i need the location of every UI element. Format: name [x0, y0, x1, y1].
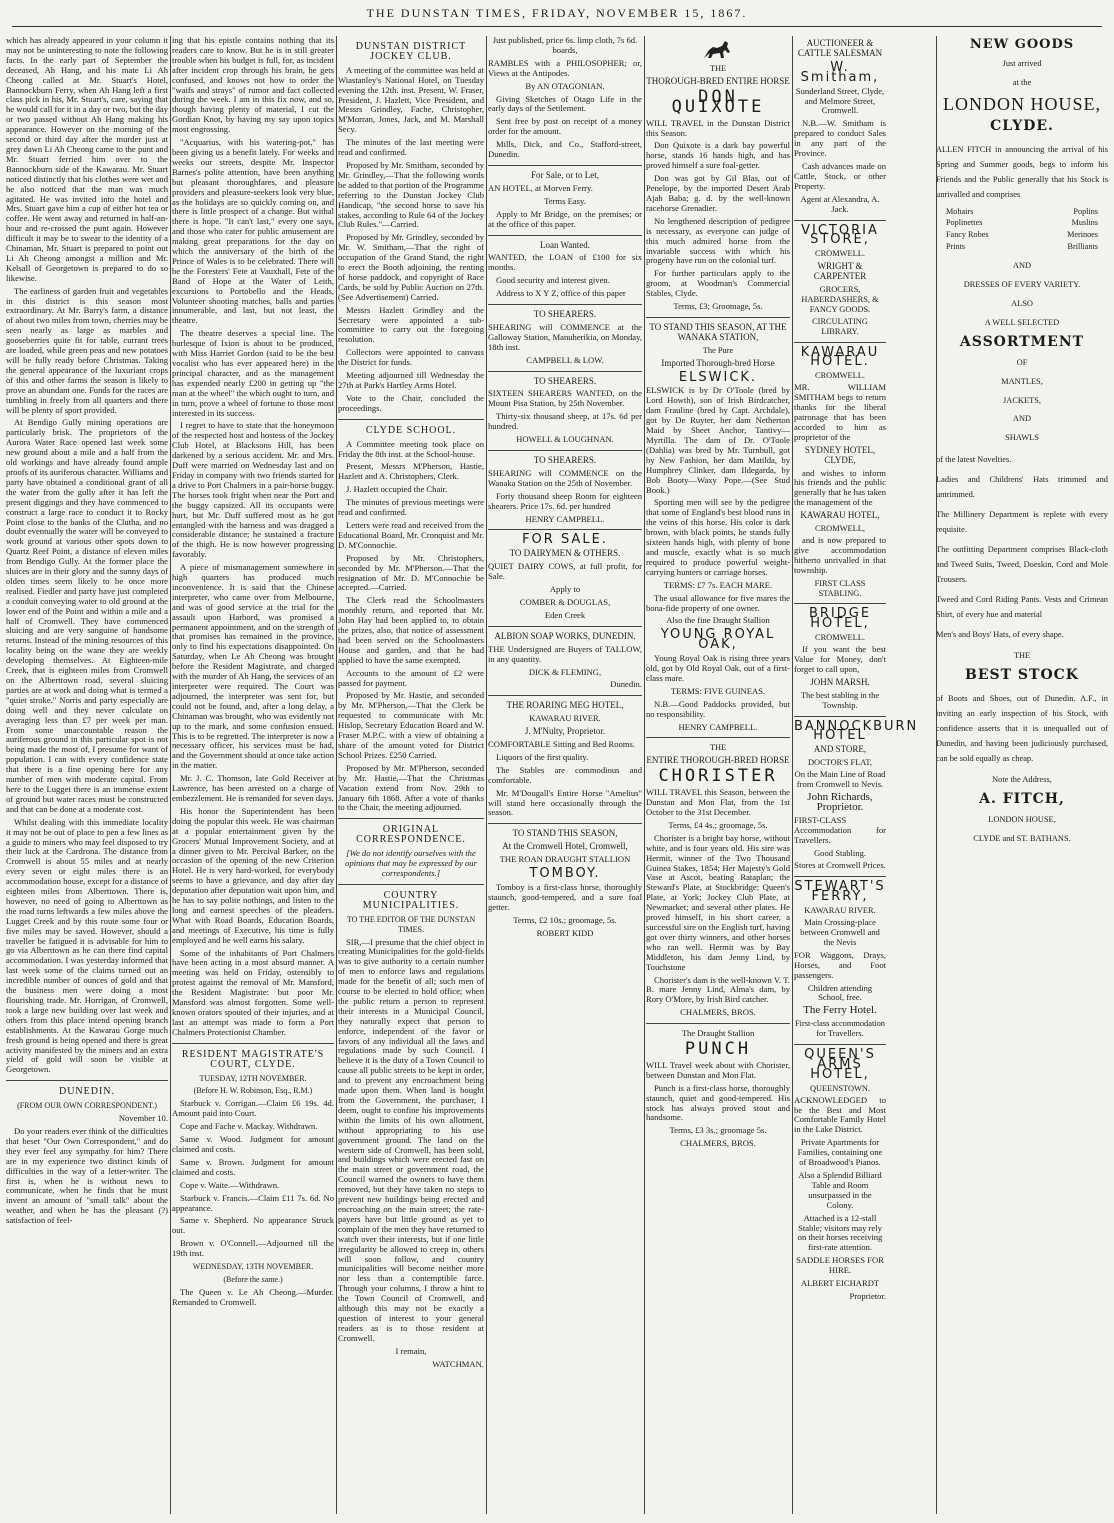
- horse-name: PUNCH: [684, 1039, 752, 1060]
- goods-list: [936, 207, 1108, 253]
- goods-row: [946, 230, 1098, 240]
- article-paragraph: The theatre deserves a special line. The burlesque of Ixion is about to be produced, with Miss Harriet Gordon (said to be the best vocalist who has ever appeared here) in the principal character, and as the management has expended nearly £200 in getting up "the man at the wheel" the which ought to turn, and in turn, prove a wheel of fortune to those most interested in its success.: [172, 328, 334, 418]
- ad-line: WILL TRAVEL in the Dunstan District this Season.: [646, 117, 790, 138]
- ad-line: Private Apartments for Families, containing one of Broadwood's Pianos.: [797, 1137, 883, 1168]
- ad-line: The usual allowance for five mares the bona-fide property of one owner.: [646, 592, 790, 613]
- article-paragraph: Vote to the Chair, concluded the proceedings.: [338, 392, 484, 413]
- ad-line: Terms Easy.: [544, 195, 586, 206]
- ad-line: No lengthened description of pedigree is necessary, as everyone can judge of this much admired horse from the invariable success with which his progeny have run on the colonial turf.: [646, 215, 790, 266]
- ad-signature: ROBERT KIDD: [536, 927, 594, 938]
- ad-signature: CHALMERS, BROS.: [680, 1007, 756, 1018]
- goods-item: Merinoes: [1067, 230, 1098, 240]
- article-paragraph: Proposed by Mr. Hastie, and seconded by Mr. M'Pherson,—That the Clerk be requested to communicate with Mr. Hislop, Secretary Education Board and W. Fraser M.P.C. with a view of obtaining a share of the amount voted for District School Prizes. £250 Carried.: [338, 690, 484, 760]
- ad-line: Address to X Y Z, office of this paper: [496, 288, 626, 299]
- ad-rule: [646, 1023, 790, 1024]
- column-divider: [170, 36, 171, 1514]
- article-paragraph: Collectors were appointed to canvass the District for funds.: [338, 347, 484, 368]
- ad-line: RAMBLES with a PHILOSOPHER; or, Views at the Antipodes.: [488, 57, 642, 78]
- article-paragraph: Proposed by Mr. Smitham, seconded by Mr. Grindley,—That the following words be added to that portion of the Programme referring to the Dunstan Jockey Club Handicap, "the second horse to save his stakes, according to Rule 64 of the Jockey Club Rules."—Carried.: [338, 159, 484, 230]
- section-heading: CLYDE SCHOOL.: [365, 424, 457, 436]
- ad-line: Liquors of the first quality.: [496, 751, 589, 762]
- article-paragraph: Present, Messrs M'Pherson, Hastie, Hazlett and A. Christophers, Clerk.: [338, 461, 484, 482]
- ad-rule: [646, 317, 790, 318]
- ad-line: ELSWICK is by Dr O'Toole (bred by Lord Howth), son of Irish Birdcatcher, dam Frauline (bred by Capt. Archdale), got by De Ruyter, her dam Netherton Maid by Sheet Anchor, Tantivy—Myrtilla. The dam of Dr. O'Toole (Dahlia) was bred by Mr. Turnbull, got by New Fashion, her dam Matilda, by Humphrey Clinker, dam Ildegarda, by Bob Booty—Waxy Pope.—(See Stud Book.): [646, 385, 790, 495]
- ad-heading: VICTORIA STORE,: [801, 222, 879, 248]
- ad-line: The Pure: [702, 345, 734, 355]
- ad-line: Sporting men will see by the pedigree that some of England's best blood runs in the veins of this horse. His color is dark brown, with black points, he stands fully sixteen hands high, with plenty of bone and muscle, exactly what is so much required to produce powerful weight-carrying hunters or carriage horses.: [646, 497, 790, 577]
- article-paragraph: A piece of mismanagement somewhere in high quarters has produced much inconvenience. It is said that the Chinese interpreter, who came over from Melbourne, and was of good service at the trial for the assault upon Harbord, was promised a permanent appointment, and on the strength of that promises has remained in the province, only to find his expectations disappointed. On Saturday, when Le Ah Cheong was brought before the Resident Magistrate, and charged with the murder of Ah Hang, the services of an interpreter were required. The Court was adjourned, the interpreter was sent for, but could not be found, and, after a long delay, a Chinaman was brought, who was evidently not up to the mark, and some confusion ensued. This is to be regretted. The interpreter is now a necessary officer, his services must be had, and the Government should at once take action in the matter.: [172, 562, 334, 771]
- column-6: [794, 36, 919, 1516]
- article-paragraph: "Acquarius, with his watering-pot," has been giving us a benefit lately. For weeks and weeks our streets, despite Mr. Inspector Barnes's polite attention, have been anything but pleasant thoroughfares, and pleasure providers and pleasure-seekers look very blue, as the holidays are so quickly coming on, and there is little prospect of a change. But withal there is hope. "It can't last," every one says, and those who cater for public amusement are making great preparations for the day on which the anniversary of the birth of the Prince of Wales is to be celebrated. There will be the Foresters' Fete at Vauxhall, Fete of the Band of Hope at the Water of Leith, excursions to Portobello and the Heads, Volunteer shooting matches, balls and parties innumerable, and last, but not least, the theatre.: [172, 137, 334, 326]
- ad-line: Apply to: [549, 584, 581, 595]
- ad-subheading: CROMWELL.: [814, 633, 865, 643]
- court-case: Same v. Brown. Judgment for amount claimed and costs.: [172, 1156, 334, 1177]
- article-paragraph: Accounts to the amount of £2 were passed for payment.: [338, 667, 484, 688]
- letter-closing: I remain,: [395, 1345, 427, 1356]
- ad-line: For further particulars apply to the groom, at Woodman's Commercial Stables, Clyde.: [646, 268, 790, 299]
- ad-name: WRIGHT & CARPENTER: [813, 261, 867, 282]
- ad-line: Young Royal Oak is rising three years old, got by Old Royal Oak, out of a first-class mare.: [646, 653, 790, 683]
- ad-rule: [488, 626, 642, 627]
- section-rule: [172, 1043, 334, 1044]
- court-case: Starbuck v. Corrigan.—Claim £6 19s. 4d. Amount paid into Court.: [172, 1098, 334, 1119]
- ad-line: CIRCULATING LIBRARY.: [812, 316, 868, 336]
- ad-line: Dunedin.: [610, 679, 642, 690]
- ad-terms: Terms, £4 4s.; groomage, 5s.: [668, 819, 768, 830]
- ad-line: The outfitting Department comprises Black-cloth and Tweed Suits, Tweed, Doeskin, Cord and Mole Trousers.: [936, 545, 1108, 585]
- column-1: [6, 36, 168, 1516]
- article-paragraph: Mr. J. C. Thomson, late Gold Receiver at Lawrence, has been arrested on a charge of embezzlement. He is remanded for seven days.: [172, 773, 334, 803]
- masthead: [0, 0, 1114, 34]
- article-paragraph: I regret to have to state that the honeymoon of the respected host and hostess of the Jockey Club Hotel, at Blacksons Hill, has been darkened by a serious accident. Mr. and Mrs. Duff were married on Wednesday last and on Friday in company with two friends started for a drive to Port Chalmers in a pair-horse buggy. The horses took fright when near the Port and the buggy capsized. All its occupants were hurt, but Mr. Duff suffered most as he got entangled with the harness and was dragged a considerable distance; he sustained a fracture of the thigh. He is now however progressing favorably.: [172, 420, 334, 560]
- ad-line: Just published, price 6s. limp cloth, 7s 6d. boards,: [492, 35, 638, 55]
- ad-line: Giving Sketches of Otago Life in the early days of the Settlement.: [488, 93, 642, 114]
- best-stock-heading: BEST STOCK: [965, 667, 1079, 684]
- ad-subheading: AND STORE,: [813, 744, 867, 755]
- ad-heading: BANNOCKBURN HOTEL: [794, 718, 919, 744]
- ad-line: Don was got by Gil Blas, out of Penelope, by the imported Desert Arab Ajah Baba; g. d. by the well-known racehorse Grenadier.: [646, 173, 790, 213]
- ad-line: First-class accommodation for Travellers.: [794, 1019, 885, 1039]
- ad-name: W. Smitham,: [800, 59, 880, 85]
- ad-line: Punch is a first-class horse, thoroughly staunch, quiet and good-tempered. His stock has always proved stout and handsome.: [646, 1082, 790, 1123]
- ad-heading: ENTIRE THOROUGH-BRED HORSE: [646, 755, 790, 766]
- court-case: Same v. Wood. Judgment for amount claimed and costs.: [172, 1134, 334, 1154]
- ad-line: WILL Travel week about with Chorister, between Dunstan and Mon Flat.: [646, 1059, 790, 1080]
- ad-line: FOR Waggons, Drays, Horses, and Foot passengers.: [794, 949, 886, 980]
- ad-line: The Stables are commodious and comfortable.: [488, 764, 642, 785]
- ad-signature: CHALMERS, BROS.: [680, 1138, 756, 1149]
- ad-rule: [488, 304, 642, 305]
- ad-rule: [794, 1044, 886, 1045]
- ad-terms: Terms, £3; Groomage, 5s.: [673, 301, 763, 312]
- ad-line: WILL TRAVEL this Season, between the Dunstan and Mon Flat, from the 1st October to the 31st December.: [646, 787, 790, 817]
- goods-item: Fancy Robes: [946, 230, 989, 240]
- section-heading: RESIDENT MAGISTRATE'S COURT, CLYDE.: [181, 1048, 325, 1070]
- article-paragraph: A Committee meeting took place on Friday the 8th inst. at the School-house.: [338, 438, 484, 459]
- ad-line: AND: [1012, 414, 1032, 424]
- court-date: WEDNESDAY, 13TH NOVEMBER.: [192, 1262, 314, 1272]
- ad-line: Chorister is a bright bay horse, without white, and is four years old. His sire was Hermit, winner of the Two Thousand Guinea Stakes, 1854; Her Majesty's Gold Vase at Ascot, beating Rataplan; the Steward's Plate, at Stockbridge; Queen's Plate, at York; Jockey Club Plate, at Newmarket; and several other plates. He proved himself, in his short career, a successful sire on the English turf, having got over thirty winners, and other horses who ran well. Hermit was by Bay Middleton, his dam Jenny Lind, by Touchstone: [646, 832, 790, 972]
- article-paragraph: Letters were read and received from the Educational Board, Mr. Cronquist and Mr. D. M'Connochie.: [338, 519, 484, 550]
- ad-heading: DRESSES OF EVERY VARIETY.: [963, 280, 1081, 290]
- section-heading: COUNTRY MUNICIPALITIES.: [362, 889, 460, 911]
- goods-item: Muslins: [1071, 218, 1098, 228]
- ad-line: JACKETS,: [1003, 395, 1041, 405]
- court-case: Brown v. O'Connell.—Adjourned till the 19th inst.: [172, 1238, 334, 1259]
- ad-rule: [794, 876, 886, 877]
- ad-name: John Richards, Proprietor.: [807, 791, 873, 813]
- column-divider: [792, 36, 793, 1514]
- article-paragraph: which has already appeared in your column it may not be uninteresting to note the following facts. In the early part of September the deceased, Ah Hang, and his mate Li Ah Cheong called at Mr. Stuart's Hotel, Bannockburn Ferry, when Ah Hang left a first class pick in his, Mr. Stuart's, care, saying that he would call for it in a day or two, but the day or two passed without Ah Hang making his appearance. However on the morning of the second or third day after the murder just at grey dawn Li Ah Cheong came to the punt and Mr. Stuart ferried him over to the Bannockburn side of the Kawarau. Mr. Stuart noticed distinctly that his clothes were wet and he also noticed that the man was much agitated. He was invited into the hotel and Mrs. Stuart gave him a cup of either hot tea or coffee. He went away and returned in half-an-hour and re-crossed the punt again. However difficult it may be to swear to the identity of a Chinaman, Mr. Stuart is prepared to point out Li Ah Cheong amongst a million and Mr. Kelsall of Georgetown is prepared to do so likewise.: [6, 35, 168, 283]
- section-rule: [338, 419, 484, 420]
- shop-name: LONDON HOUSE,: [943, 93, 1101, 114]
- ad-line: and is now prepared to give accommodation hitherto unrivalled in that township.: [794, 534, 886, 575]
- goods-item: Poplinettes: [946, 218, 983, 228]
- ad-heading: THOROUGH-BRED ENTIRE HORSE: [646, 75, 790, 86]
- ad-line: Mr. M'Dougall's Entire Horse "Amelius" will stand here occasionally through the season.: [488, 787, 642, 818]
- ad-line: On the Main Line of Road from Cromwell to Nevis.: [794, 769, 886, 790]
- goods-item: Brilliants: [1067, 242, 1098, 252]
- ad-subheading: CROMWELL.: [814, 249, 865, 259]
- ad-line: Don Quixote is a dark bay powerful horse, stands 16 hands high, and has proved himself a sure foal-getter.: [646, 140, 790, 171]
- ad-line: Good security and interest given.: [496, 275, 610, 286]
- ad-line: The best stabling in the Township.: [800, 690, 880, 710]
- ad-line: Also a Splendid Billiard Table and Room unsurpassed in the Colony.: [798, 1170, 882, 1210]
- ad-terms: Terms, £3 3s.; groomage 5s.: [669, 1125, 767, 1136]
- ad-line: Men's and Boys' Hats, of every shape.: [936, 630, 1064, 640]
- ad-line: FIRST CLASS STABLING.: [814, 578, 866, 598]
- letter-signature: WATCHMAN.: [432, 1358, 484, 1369]
- ad-line: Note the Address,: [992, 775, 1052, 785]
- ad-subheading: CROMWELL,: [814, 524, 865, 534]
- ad-rule: [488, 450, 642, 451]
- ad-heading: TO SHEARERS.: [533, 455, 597, 465]
- ad-line: Proprietor.: [849, 1290, 886, 1301]
- ad-line: WANTED, the LOAN of £100 for six months.: [488, 252, 642, 273]
- ad-address: CLYDE and ST. BATHANS.: [973, 833, 1071, 843]
- ad-signature: HENRY CAMPBELL.: [678, 721, 758, 732]
- ad-line: Forty thousand sheep Room for eighteen shearers. Price 17s. 6d. per hundred: [488, 490, 642, 511]
- article-paragraph: Proposed by Mr. Grindley, seconded by Mr. W. Smitham,—That the right of occupation of the Grand Stand, the right to erect the Booth adjoining, the renting of horse paddock, and copyright of Race Cards, be sold by Public Auction on 27th. (See Advertisement) Carried.: [338, 232, 484, 302]
- ad-heading: For Sale, or to Let,: [531, 169, 599, 180]
- section-heading: ORIGINAL CORRESPONDENCE.: [356, 824, 466, 846]
- article-paragraph: His honor the Superintendent has been doing the popular this week. He was chairman at a popular entertainment given by the Grocers' Mutual Improvement Society, and at a dinner given to Mr. Percival Barker, on the occasion of the opening of the new Criterion Hotel. He is very hard-worked, for everybody seems to have a grievance, and day after day deputation after deputation wait upon him, and he has to say polite nothings, and listen to the long and earnest speeches of the pleaders. What with Road Boards, Education Boards, and meetings of Executive, his time is fully employed and he well earns his salary.: [172, 805, 334, 945]
- ad-line: Mills, Dick, and Co., Stafford-street, Dunedin.: [488, 139, 642, 160]
- ad-subheading: Imported Thorough-bred Horse: [661, 357, 775, 368]
- article-paragraph: Proposed by Mr. M'Pherson, seconded by Mr. Hastie,—That the Christmas Vacation extend from Nov. 29th to January 6th 1868. After a vote of thanks to the Chair, the meeting adjourned.: [338, 762, 484, 813]
- ad-line: N.B.—Good Paddocks provided, but no responsibility.: [646, 698, 790, 719]
- court-before: (Before the same.): [223, 1274, 283, 1284]
- ad-subheading: KAWARAU RIVER.: [804, 906, 876, 916]
- ad-line: THE: [1013, 651, 1031, 661]
- ad-line: of the latest Novelties.: [936, 455, 1012, 465]
- ad-line: SADDLE HORSES FOR HIRE.: [796, 1255, 884, 1276]
- masthead-rule: [12, 26, 1102, 27]
- column-3: [338, 36, 484, 1516]
- ad-line: Cash advances made on Cattle, Stock, or other Property.: [794, 160, 886, 191]
- ad-heading: FOR SALE.: [522, 532, 608, 548]
- ad-line: AN HOTEL, at Morven Ferry.: [488, 182, 593, 193]
- ad-line: FIRST-CLASS Accommodation for Travellers.: [794, 814, 886, 845]
- ad-rule: [646, 737, 790, 738]
- court-case: The Queen v. Le Ah Cheong.—Murder. Remanded to Cromwell.: [172, 1286, 334, 1307]
- ad-line: Attached is a 12-stall Stable; visitors may rely on their horses receiving first-rate attention.: [797, 1212, 883, 1253]
- article-paragraph: Whilst dealing with this immediate locality it may not be out of place to pen a few lines as a guide to miners who may feel disposed to try their luck at the Cardrona. The distance from Cromwell is about 55 miles and at nearly every seven or eight miles there is an accommodation house, except for a distance of eighteen miles from Alberttown. There is, however, no need of going to Alberttown as the road turns leftwards a few miles above the Lugget Creek and by this route some four or five miles may be saved. However, should a traveller be fatigued it is advisable for him to go via Alberttown as he can there find capital accommodation. I was yesterday informed that last week some of the claims turned out an incredible number of ounces of gold and that the business men were doing a most flourishing trade. Mr. Horrigan, of Cromwell, took a large new building over last week and others from this place intend opening branch establishments. At the Kawarau Gorge much fresh ground is being opened and there is great activity manifested by the miners and an extra yield of gold will soon be visible at Georgetown.: [6, 816, 168, 1075]
- article-paragraph: At Bendigo Gully mining operations are particularly brisk. The proprietors of the Aurora Water Race opened last week some new ground about a mile and a half from the old workings and have already found ample proofs of its auriferous character. Williams and party have obtained a conditional grant of all the water from the gully after it has left the present diggings and they have commenced to construct a large race to conduct it to Rocky Point close to the banks of the Clutha, and no doubt eventually the water will be conveyed to work ground at various other spots down to Quartz Reef Point, a distance of eleven miles from Bendigo Gully. At the former place the sluices are in their glory and the sunny days of olden times seem likely to be once more realised. Fiedler and party have just completed a conduit conveying water to old ground at the lower end of the Point and within a mile and a half of Cromwell. They have commenced sluicing and are very sanguine of handsome returns. Instead of the mining resources of this locality being on the wane they are weekly developing themselves. At Eighteen-mile Creek, that is eighteen miles from Cromwell on the Alberttown road, several sluicing parties are at work and doing what is termed a "quiet stroke." Norris and party especially are doing well and they never calculate on averaging less than £7 per week per man. From some unaccountable reason the auriferous ground in this particular spot is not being made the most of, I presume for want of population. I can with every confidence state that there is a fine opening here for any number of men with moderate capital. From here to the Lugget there is an immense extent of ground but water races must be constructed and that can be done at a moderate cost.: [6, 417, 168, 814]
- ad-line: at the: [1012, 77, 1032, 87]
- ad-rule: [488, 823, 642, 824]
- ad-rule: [794, 220, 886, 221]
- court-before: (Before H. W. Robinson, Esq., R.M.): [193, 1086, 313, 1096]
- court-date: TUESDAY, 12TH NOVEMBER.: [199, 1073, 307, 1083]
- ad-line: Sent free by post on receipt of a money order for the amount.: [488, 116, 642, 137]
- article-paragraph: Messrs Hazlett Grindley and the Secretary were appointed a sub-committee to carry out the foregoing resolution.: [338, 304, 484, 345]
- ad-line: ALSO: [1011, 298, 1033, 308]
- article-paragraph: Some of the inhabitants of Port Chalmers have been acting in a most absurd manner. A meeting was held on Friday, ostensibly to protest against the removal of Mr. Mansford, the Resident Magistrate: but poor Mr. Mansford was almost forgotten. Some well-known orators spouted of their injuries, and at last an attempt was made to form a Port Chalmers Protectionist Chamber.: [172, 947, 334, 1037]
- ad-line: ACKNOWLEDGED to be the Best and Most Comfortable Family Hotel in the Lake District.: [794, 1094, 886, 1135]
- ad-line: Tomboy is a first-class horse, thoroughly staunch, good-tempered, and a sure foal getter.: [488, 882, 642, 912]
- ad-line: Apply to Mr Bridge, on the premises; or at the office of this paper.: [488, 208, 642, 229]
- ad-line: Ladies and Childrens' Hats trimmed and untrimmed.: [936, 475, 1108, 500]
- ad-intro: ALLEN FITCH in announcing the arrival of his Spring and Summer goods, begs to inform his Friends and the Public generally that his Stock is unrivalled and comprises: [936, 144, 1108, 199]
- ad-heading: THE ROARING MEG HOTEL,: [506, 700, 624, 711]
- goods-row: [946, 218, 1098, 228]
- ad-rule: [488, 529, 642, 530]
- section-subheading: (FROM OUR OWN CORRESPONDENT.): [17, 1101, 157, 1111]
- horse-name: YOUNG ROYAL OAK,: [660, 627, 776, 653]
- ad-line: and wishes to inform his friends and the public generally that he has taken the management of the: [794, 467, 886, 508]
- court-case: Same v. Shepherd. No appearance Struck out.: [172, 1215, 334, 1236]
- article-paragraph: J. Hazlett occupied the Chair.: [346, 484, 448, 495]
- column-4: [488, 36, 642, 1516]
- article-paragraph: ing that his epistle contains nothing that its readers care to know. But he is in still greater trouble when his budget is full, for, as incident after incident crop through his brain, he gets confused, and knows not how to order the "waifs and strays" of rumor and fact collected during the week. I am in this fix now, and so, though having plenty of material, I cut the Gordian Knot, by having my say upon topics most engrossing.: [172, 35, 334, 135]
- ad-heading: TO STAND THIS SEASON, AT THE WANAKA STATION,: [649, 321, 787, 342]
- assortment-heading: ASSORTMENT: [959, 333, 1085, 350]
- goods-item: Prints: [946, 242, 966, 252]
- ad-line: Good Stabling.: [813, 847, 867, 858]
- ad-line: OF: [1016, 357, 1028, 367]
- article-paragraph: The minutes of previous meetings were read and confirmed.: [338, 497, 484, 518]
- letter-address: TO THE EDITOR OF THE DUNSTAN TIMES.: [346, 914, 476, 934]
- column-7: [936, 36, 1108, 1516]
- ad-rule: [488, 695, 642, 696]
- article-paragraph: A meeting of the committee was held at Wiastanley's National Hotel, on Tuesday evening the 12th. inst. Present, W. Fraser, President, J. Hazlett, Vice President, and Messrs Grindley, Fache, Christopher, M'Morran, Jones, Jack, and M. Marshall Secy.: [338, 64, 484, 135]
- ad-line: Stores at Cromwell Prices.: [794, 860, 886, 871]
- ad-line: Chorister's dam is the well-known V. T. B. mare Jenny Lind, Alma's dam, by Rory O'More, by Irish Bird catcher.: [646, 974, 790, 1005]
- ad-line: Children attending School, free.: [807, 982, 873, 1003]
- horse-name: TOMBOY.: [529, 866, 601, 882]
- ad-line: THE ROAN DRAUGHT STALLION: [499, 854, 631, 865]
- ad-line: Agent at Alexandra, A. Jack.: [800, 193, 880, 214]
- ad-subheading: TO DAIRYMEN & OTHERS.: [509, 548, 621, 559]
- ad-subheading: KAWARAU RIVER.: [529, 714, 601, 724]
- shop-town: CLYDE.: [990, 117, 1054, 134]
- article-paragraph: The earliness of garden fruit and vegetables in this district is this season most extraordinary. At Mr. Barry's farm, a distance of about two miles from town, cherries may be seen nearly as large as marbles and gooseberries quite fit for table, currant trees are loaded, while green peas and new potatoes will be fully ready before Christmas. Taking the general appearance of the luxuriant crops of this and other farms the season is likely to prove an abundant one. Funds for the races are tumbling in freely from all quarters and there will be plenty of sport provided.: [6, 285, 168, 415]
- column-divider: [936, 36, 937, 1514]
- ad-rule: [488, 235, 642, 236]
- ad-line: The Draught Stallion: [681, 1028, 755, 1039]
- ad-subheading: CROMWELL.: [814, 371, 865, 381]
- editorial-note: [We do not identify ourselves with the opinions that may be expressed by our correspondents.]: [345, 848, 477, 878]
- ad-line: LONDON HOUSE,: [988, 814, 1056, 824]
- ad-line: THE: [709, 743, 727, 753]
- ad-rule: [488, 371, 642, 372]
- section-rule: [338, 818, 484, 819]
- column-5: [646, 36, 790, 1516]
- letter-body: SIR,—I presume that the chief object in creating Municipalities for the gold-fields was to give authority to a certain number of men to enforce laws and regulations made for the benefit of all; such men of course to be elected to hold office; when the public return a person to represent their interests in a Municipal Council, they naturally expect that person to enforce, independent of the favor or favors of any individual all the laws and regulations made by such Council. I believe it is the duty of a Town Council to cause all public streets to be kept in order, and to prevent any encroachment being made upon them. When land is bought from the Government, the purchaser, I deem, ought to confine his improvements within the limits of his own allotment, without appropriating to his use government ground. The land on the western side of Cromwell, has been sold, and buildings which were erected fast on the main street or government road, the Council warned the owners to have them removed, but they have taken no steps to prevent new buildings being erected and encroaching on the main street; the rate-payers have but little ground as yet to complain of the men they have returned to watch over their interests, but if one little irregularity be allowed to creep in, others will soon follow, and country municipalities will become neither more nor less than a contemptible farce. Through your columns, I throw a hint to the Town Council of Cromwell, and although this may not be exactly a question of interest to your general readers as is to those resident at Cromwell.: [338, 936, 484, 1343]
- court-case: Starbuck v. Francis.—Claim £11 7s. 6d. No appearance.: [172, 1192, 334, 1213]
- column-divider: [336, 36, 337, 1514]
- ad-heading: TO SHEARERS.: [533, 375, 597, 386]
- ad-line: Just arrived: [1002, 58, 1042, 68]
- ad-line: N.B.—W. Smitham is prepared to conduct Sales in any part of the Province.: [794, 118, 886, 159]
- court-case: Cope and Fache v. Mackay. Withdrawn.: [180, 1121, 318, 1132]
- column-divider: [486, 36, 487, 1514]
- article-paragraph: Meeting adjourned till Wednesday the 27th at Park's Hartley Arms Hotel.: [338, 370, 484, 390]
- ad-line: Also the fine Draught Stallion: [666, 615, 770, 626]
- ad-heading: QUEEN'S ARMS HOTEL,: [804, 1047, 876, 1082]
- ad-subheading: At the Cromwell Hotel, Cromwell,: [502, 841, 628, 852]
- goods-item: Mohairs: [946, 206, 974, 216]
- ad-heading: A WELL SELECTED: [984, 317, 1060, 327]
- ad-line: SHEARING will COMMENCE at the Galloway Station, Manuherikia, on Monday, 18th inst.: [488, 321, 642, 352]
- ad-signature: CAMPBELL & LOW.: [526, 354, 604, 365]
- ad-rule: [794, 716, 886, 717]
- horse-icon: [646, 38, 790, 62]
- horse-name: CHORISTER: [658, 766, 778, 787]
- ad-line: AND: [1012, 261, 1032, 271]
- fitch-name: A. FITCH,: [979, 790, 1065, 807]
- ad-name: The Ferry Hotel.: [803, 1004, 877, 1017]
- ad-rule: [794, 342, 886, 343]
- horse-name: ELSWICK.: [678, 369, 758, 385]
- ad-line: By AN OTAGONIAN.: [525, 80, 605, 91]
- goods-item: Poplins: [1073, 206, 1098, 216]
- masthead-title: THE DUNSTAN TIMES, FRIDAY, NOVEMBER 15, 1867.: [366, 6, 748, 20]
- ad-heading: TO STAND THIS SEASON,: [512, 828, 618, 839]
- court-case: Cope v. Waite.—Withdrawn.: [180, 1179, 280, 1190]
- ad-heading: STEWART'S FERRY,: [794, 879, 886, 905]
- ad-proprietor: J. M'Nulty, Proprietor.: [524, 726, 606, 737]
- ad-line: Eden Creek: [544, 609, 586, 620]
- ad-line: GROCERS, HABERDASHERS, & FANCY GOODS.: [801, 285, 879, 314]
- ad-signature: ALBERT EICHARDT: [800, 1278, 880, 1289]
- ad-heading: AUCTIONEER & CATTLE SALESMAN: [797, 38, 883, 58]
- ad-heading: TO SHEARERS.: [533, 309, 597, 320]
- article-paragraph: The Clerk read the Schoolmasters monthly return, and reported that Mr. John Hay had been applied to, to obtain the prizes, also, that notice of assessment had been served on the Schoolmasters House and garden, and that he had applied to have the same exempted.: [338, 595, 484, 665]
- horse-name: DON QUIXOTE: [671, 86, 765, 117]
- ad-line: The Millinery Department is replete with every requisite.: [936, 510, 1108, 535]
- ad-line: COMBER & DOUGLAS,: [519, 596, 611, 607]
- ad-rule: [488, 165, 642, 166]
- section-heading: DUNSTAN DISTRICT JOCKEY CLUB.: [355, 41, 467, 62]
- column-divider: [644, 36, 645, 1514]
- ad-signature: DICK & FLEMING,: [528, 666, 602, 677]
- ad-terms: TERMS: FIVE GUINEAS.: [670, 685, 766, 696]
- article-paragraph: The minutes of the last meeting were read and confirmed.: [338, 137, 484, 158]
- ad-terms: Terms, £2 10s.; groomage, 5s.: [513, 914, 617, 925]
- goods-row: [946, 207, 1098, 217]
- ad-heading: BRIDGE HOTEL,: [808, 606, 872, 632]
- ad-heading: KAWARAU HOTEL.: [800, 344, 880, 370]
- ad-signature: HOWELL & LOUGHNAN.: [516, 434, 614, 445]
- ad-line: THE: [709, 64, 727, 73]
- section-rule: [6, 1080, 168, 1081]
- section-heading: DUNEDIN.: [58, 1086, 116, 1098]
- article-paragraph: Proposed by Mr. Christophers, seconded by Mr. M'Pherson.—That the resignation of Mr. D. M'Connochie be accepted.—Carried.: [338, 552, 484, 593]
- ad-subheading: DOCTOR'S FLAT,: [807, 758, 873, 768]
- ad-signature: HENRY CAMPBELL.: [525, 513, 605, 524]
- ad-name: JOHN MARSH.: [810, 676, 870, 687]
- column-2: [172, 36, 334, 1516]
- dateline: November 10.: [118, 1113, 168, 1124]
- ad-name: KAWARAU HOTEL,: [800, 510, 880, 521]
- ad-line: SIXTEEN SHEARERS WANTED, on the Mount Pisa Station, by 25th November.: [488, 388, 642, 409]
- ad-line: of Boots and Shoes, out of Dunedin. A.F., in inviting an early inspection of his Stock, with confidence asserts that it is unequalled out of Dunedin, and having been judiciously purchased, can be sold equally as cheap.: [936, 694, 1108, 764]
- ad-subheading: QUEENSTOWN.: [809, 1083, 871, 1093]
- ad-address: Sunderland Street, Clyde, and Melmore Street, Cromwell.: [795, 85, 885, 116]
- ad-terms: TERMS: £7 7s. EACH MARE.: [663, 579, 773, 590]
- ad-line: MANTLES,: [1001, 376, 1043, 386]
- article-paragraph: Do your readers ever think of the difficulties that beset "Our Own Correspondent," and do they ever feel any sympathy for him? There are in my experience two distinct kinds of difficulties in the way of a letter-writer. The first is, when he is without news to communicate, when he finds that he must invent an amount of "small talk" about the weather, and when he has the pleasant (?) satisfaction of feel-: [6, 1125, 168, 1226]
- ad-line: COMFORTABLE Sitting and Bed Rooms.: [488, 739, 636, 750]
- ad-line: SHAWLS: [1005, 433, 1039, 443]
- ad-line: If you want the best Value for Money, don't forget to call upon,: [794, 644, 886, 674]
- ad-line: MR. WILLIAM SMITHAM begs to return thanks for the liberal patronage that has been accorded to him as proprietor of the: [794, 382, 886, 442]
- ad-rule: [794, 603, 886, 604]
- ad-line: Tweed and Cord Riding Pants. Vests and Crimean Shirt, of every hue and material: [936, 595, 1108, 620]
- ad-heading: ALBION SOAP WORKS, DUNEDIN.: [494, 630, 636, 641]
- ad-heading: Loan Wanted.: [539, 239, 591, 250]
- ad-line: Main Crossing-place between Cromwell and the Nevis: [800, 917, 880, 947]
- ad-line: THE Undersigned are Buyers of TALLOW, in any quantity.: [488, 643, 642, 664]
- ad-line: SHEARING will COMMENCE on the Wanaka Station on the 25th of November.: [488, 467, 642, 488]
- new-goods-heading: NEW GOODS: [969, 37, 1075, 52]
- ad-line: Thirty-six thousand sheep, at 17s. 6d per hundred.: [488, 411, 642, 432]
- section-rule: [338, 884, 484, 885]
- ad-line: QUIET DAIRY COWS, at full profit, for Sale.: [488, 561, 642, 582]
- ad-name: SYDNEY HOTEL, CLYDE,: [804, 444, 876, 465]
- goods-row: [946, 242, 1098, 252]
